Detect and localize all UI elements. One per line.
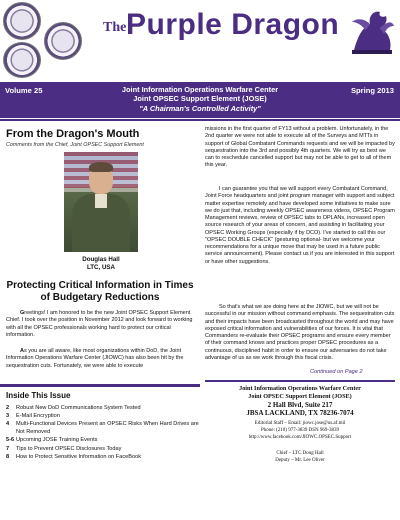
toc-item[interactable]: 3 E-Mail Encryption	[6, 413, 60, 420]
issue-banner	[0, 82, 400, 118]
section-subtitle: Comments from the Chief, Joint OPSEC Support Element	[6, 142, 144, 148]
jiowc-seal-icon	[3, 2, 41, 40]
contact-org: Joint Information Operations Warfare Center Joint OPSEC Support Element (JOSE)	[239, 385, 361, 400]
article-headline: Protecting Critical Information in Times of Budgetary Reductions	[6, 280, 194, 303]
article-paragraph-1: Greetings! I am honored to be the new Joint OPSEC Support Element Chief. I took over the position in November 2012 and look forward to working with all the OPSEC professionals working hard to protect our critical information.	[6, 310, 193, 338]
contact-chief: Chief – LTC Doug Hall	[276, 450, 324, 456]
masthead	[0, 0, 400, 82]
jose-seal-icon	[3, 42, 41, 78]
banner-org: Joint Information Operations Warfare Center	[121, 85, 279, 94]
toc-item[interactable]: 5-6 Upcoming JOSE Training Events	[6, 437, 98, 444]
toc-item[interactable]: 7 Tips to Prevent OPSEC Disclosures Today	[6, 445, 122, 452]
article-paragraph-2: As you are all aware, like most organizations within DoD, the Joint Information Operations Warfare Center (JIOWC) has also been hit by the sequestration cuts. Fortunately, we were able to execute	[6, 348, 184, 369]
dropcap-g: G	[20, 310, 25, 316]
chief-rank: LTC, USA	[86, 263, 116, 271]
article-paragraph-5: So that's what we are doing here at the JIOWC, but we will not be successful in our mission without command emphasis. The sequestration cuts and their impacts have been broadcasted throughout the world and may have exposed critical information and vulnerabilities of our forces. It is vital that Commanders re-evaluate their OPSEC programs and ensure every member of their command knows and practices proper OPSEC procedures as a continuous, disciplined habit in order to ensure our adversaries do not take advantage of us as we work through this fiscal crisis.	[205, 304, 395, 361]
contact-address: 2 Hall Blvd, Suite 217 JBSA LACKLAND, TX 78236-7074	[246, 400, 354, 417]
dropcap-a: A	[20, 348, 24, 354]
portrait-caption	[64, 256, 138, 272]
inside-divider	[0, 384, 200, 387]
toc-item[interactable]: 8 How to Protect Sensitive Information on FaceBook	[6, 453, 141, 460]
banner-tagline: "A Chairman's Controlled Activity"	[139, 104, 261, 113]
article-paragraph-3: missions in the first quarter of FY13 without a problem. Unfortunately, in the 2nd quarter we were not able to execute all of the Surveys and MTTs in support of Global Combatant Commands requests and we will be impacted by sequestration into the 3rd and possibly 4th quarters. We will try as best we can to reschedule cancelled support but may not be able to get to all of them this year.	[205, 126, 395, 169]
chief-name: Douglas Hall	[82, 256, 120, 263]
contact-email[interactable]: Editorial Staff – Email: jiowc.jose@us.af.mil	[254, 421, 346, 427]
contact-staff	[205, 450, 395, 465]
portrait-collar	[95, 194, 107, 208]
chief-portrait	[64, 152, 138, 252]
contact-web[interactable]: http://www.facebook.com/JIOWC.OPSEC.Support	[248, 434, 352, 440]
masthead-the: The	[103, 20, 127, 35]
season-label: Spring 2013	[350, 86, 394, 95]
inside-title: Inside This Issue	[6, 391, 71, 400]
contact-phone: Phone: (210) 977-3839 DSN 969-3839	[260, 428, 340, 434]
purple-dragon-icon	[348, 6, 396, 56]
section-title: From the Dragon's Mouth	[6, 128, 140, 140]
continued-link[interactable]: Continued on Page 2	[310, 369, 363, 375]
table-of-contents	[6, 404, 200, 461]
toc-item[interactable]: 4 Multi-Functional Devices Present an OPSEC Risks When Hard Drives are Not Removed	[6, 421, 199, 436]
banner-divider	[0, 119, 400, 121]
masthead-title: Purple Dragon	[126, 8, 340, 41]
volume-label: Volume 25	[5, 86, 43, 95]
contact-deputy: Deputy – Mr. Lee Oliver	[275, 458, 325, 464]
contact-box	[205, 380, 395, 480]
toc-item[interactable]: 2 Robust New DoD Communications System Tested	[6, 405, 141, 411]
contact-details	[205, 421, 395, 441]
article-paragraph-4: I can guarantee you that we will support every Combatant Command, Joint Force headquarters and joint program manager with support and subject matter expertise remotely and have developed some initiatives to make sure we do just that, including weekly OPSEC awareness videos, OPSEC Program Management reviews, review of OPSEC tabs to OPLANs, increased open source research of your areas of concern, and assisting in facilitating your OPSEC Working Groups (especially if by DCO). I've started to call this our "OPSEC DOUBLE CHECK" (gesturing optional- but we welcome your recommendations for a unique move that may be used in a future public service announcement). Please contact us if you are interested in this support or have other suggestions.	[205, 186, 395, 265]
chairman-seal-icon	[44, 22, 82, 60]
portrait-hair	[89, 162, 113, 172]
banner-element: Joint OPSEC Support Element (JOSE)	[133, 94, 267, 103]
